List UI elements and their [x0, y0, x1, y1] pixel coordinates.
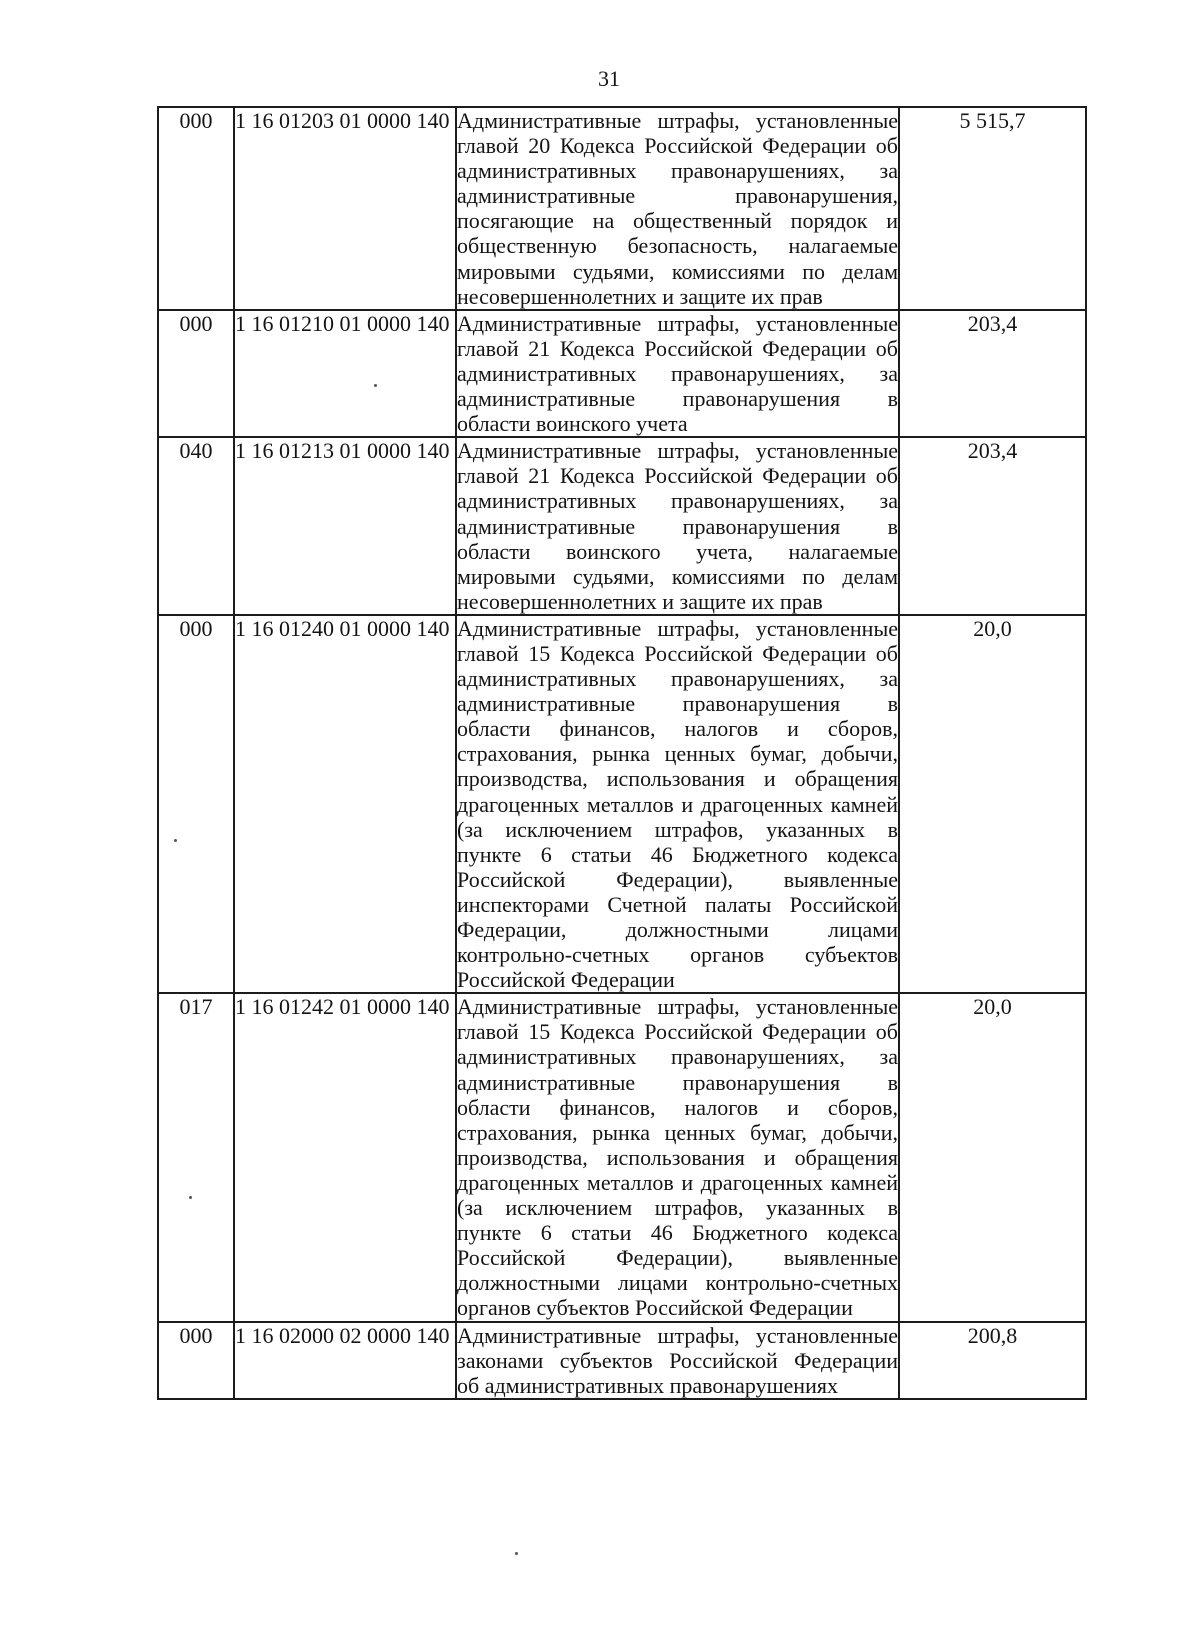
description-line: общественную безопасность, налагаемые [457, 233, 898, 259]
admin-code-cell: 017 [158, 993, 234, 1321]
table-row [158, 615, 1086, 993]
description-line: об административных правонарушениях [457, 1372, 838, 1398]
description-line: административных правонарушениях, за [457, 158, 898, 184]
description-line: Российской Федерации), выявленные [457, 1245, 898, 1271]
description-line: административные правонарушения в [457, 386, 898, 412]
description-line: главой 21 Кодекса Российской Федерации об [457, 463, 898, 489]
description-line: должностными лицами контрольно-счетных [457, 1270, 898, 1296]
description-line: Административные штрафы, установленные [457, 438, 898, 464]
scan-speck [174, 839, 177, 842]
description-line: главой 15 Кодекса Российской Федерации об [457, 1019, 898, 1045]
table-row [158, 310, 1086, 437]
description-line: административные правонарушения в [457, 513, 898, 539]
table-row [158, 993, 1086, 1321]
description-cell [456, 107, 899, 310]
description-line: области воинского учета [457, 411, 688, 437]
description-cell [456, 437, 899, 615]
amount-cell: 203,4 [899, 310, 1086, 437]
description-line: инспекторами Счетной палаты Российской [457, 891, 898, 917]
description-line: административных правонарушениях, за [457, 1044, 898, 1070]
description-line: драгоценных металлов и драгоценных камней [457, 791, 898, 817]
table-row [158, 107, 1086, 310]
description-line: страхования, рынка ценных бумаг, добычи, [457, 741, 898, 767]
description-line: Административные штрафы, установленные [457, 615, 898, 641]
kbk-code-cell: 1 16 01210 01 0000 140 [234, 310, 456, 437]
description-line: административных правонарушениях, за [457, 488, 898, 514]
description-line: Административные штрафы, установленные [457, 994, 898, 1020]
page-number: 31 [598, 66, 620, 91]
description-line: главой 15 Кодекса Российской Федерации об [457, 640, 898, 666]
admin-code-cell: 040 [158, 437, 234, 615]
description-line: Административные штрафы, установленные [457, 1322, 898, 1348]
scan-speck [374, 384, 377, 387]
description-cell [456, 615, 899, 993]
description-line: административные правонарушения в [457, 691, 898, 717]
description-line: Российской Федерации [457, 967, 675, 993]
description-line: Административные штрафы, установленные [457, 310, 898, 336]
description-cell [456, 1322, 899, 1399]
description-line: области финансов, налогов и сборов, [457, 716, 898, 742]
kbk-code-cell: 1 16 01203 01 0000 140 [234, 107, 456, 310]
admin-code-cell: 000 [158, 107, 234, 310]
kbk-code-cell: 1 16 02000 02 0000 140 [234, 1322, 456, 1399]
amount-cell: 20,0 [899, 993, 1086, 1321]
description-line: мировыми судьями, комиссиями по делам [457, 258, 898, 284]
description-line: драгоценных металлов и драгоценных камней [457, 1169, 898, 1195]
description-line: контрольно-счетных органов субъектов [457, 942, 898, 968]
kbk-code-cell: 1 16 01213 01 0000 140 [234, 437, 456, 615]
description-line: несовершеннолетних и защите их прав [457, 588, 823, 614]
description-line: Федерации, должностными лицами [457, 917, 898, 942]
admin-code-cell: 000 [158, 615, 234, 993]
description-line: органов субъектов Российской Федерации [457, 1295, 853, 1321]
description-cell [456, 310, 899, 437]
table-row [158, 1322, 1086, 1399]
description-line: области воинского учета, налагаемые [457, 538, 898, 564]
scan-speck [515, 1552, 518, 1555]
table-row [158, 437, 1086, 615]
description-line: (за исключением штрафов, указанных в [457, 1195, 898, 1221]
description-line: производства, использования и обращения [457, 766, 898, 792]
description-line: производства, использования и обращения [457, 1144, 898, 1170]
description-line: административных правонарушениях, за [457, 360, 898, 386]
scan-speck [189, 1196, 192, 1199]
description-line: Российской Федерации), выявленные [457, 866, 898, 892]
description-line: административные правонарушения, [457, 183, 898, 209]
admin-code-cell: 000 [158, 1322, 234, 1399]
kbk-code-cell: 1 16 01240 01 0000 140 [234, 615, 456, 993]
description-line: посягающие на общественный порядок и [457, 208, 898, 234]
description-line: страхования, рынка ценных бумаг, добычи, [457, 1119, 898, 1145]
description-line: главой 21 Кодекса Российской Федерации об [457, 335, 898, 361]
description-line: области финансов, налогов и сборов, [457, 1094, 898, 1120]
admin-code-cell: 000 [158, 310, 234, 437]
description-line: (за исключением штрафов, указанных в [457, 816, 898, 842]
description-line: пункте 6 статьи 46 Бюджетного кодекса [457, 841, 898, 867]
description-line: законами субъектов Российской Федерации [457, 1347, 898, 1373]
description-line: мировыми судьями, комиссиями по делам [457, 563, 898, 589]
description-line: главой 20 Кодекса Российской Федерации об [457, 133, 898, 159]
kbk-code-cell: 1 16 01242 01 0000 140 [234, 993, 456, 1321]
description-line: административные правонарушения в [457, 1069, 898, 1095]
description-cell [456, 993, 899, 1321]
amount-cell: 203,4 [899, 437, 1086, 615]
description-line: пункте 6 статьи 46 Бюджетного кодекса [457, 1220, 898, 1246]
amount-cell: 5 515,7 [899, 107, 1086, 310]
description-line: несовершеннолетних и защите их прав [457, 283, 823, 309]
fines-table [157, 106, 1087, 1400]
description-line: Административные штрафы, установленные [457, 108, 898, 133]
amount-cell: 200,8 [899, 1322, 1086, 1399]
amount-cell: 20,0 [899, 615, 1086, 993]
description-line: административных правонарушениях, за [457, 666, 898, 692]
